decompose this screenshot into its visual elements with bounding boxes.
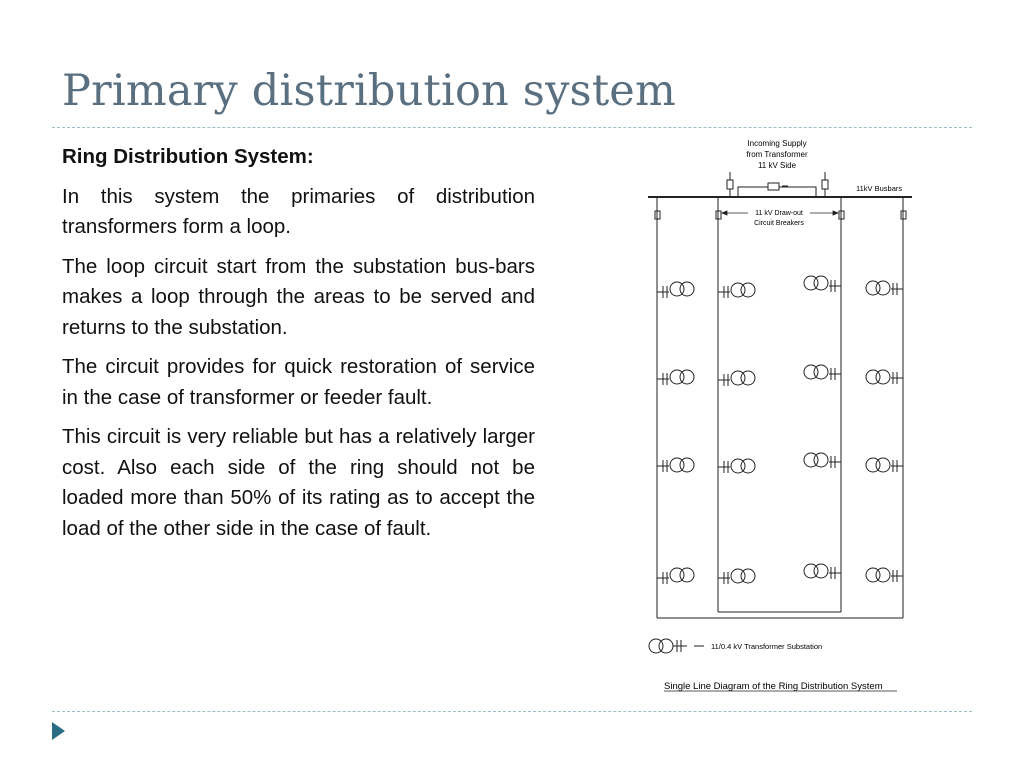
- substation: [657, 370, 694, 385]
- substation: [804, 564, 841, 579]
- busbar-label: 11kV Busbars: [856, 184, 903, 193]
- ring-distribution-diagram: [630, 130, 930, 700]
- substation: [657, 458, 694, 472]
- legend-label: 11/0.4 kV Transformer Substation: [711, 642, 823, 651]
- body-paragraph: The circuit provides for quick restoration of service in the case of transformer or feeder fault.: [62, 355, 535, 409]
- breaker-label: 11 kV Draw-out: [755, 210, 803, 217]
- title-divider: [52, 127, 972, 128]
- incoming-supply-label: Incoming Supply: [747, 139, 807, 148]
- legend-symbol: [649, 639, 704, 653]
- slide-title: Primary distribution system: [62, 66, 676, 116]
- breaker-label: Circuit Breakers: [754, 220, 804, 227]
- body-paragraph: In this system the primaries of distribution transformers form a loop.: [62, 184, 535, 238]
- substation: [866, 458, 903, 472]
- incoming-supply-label: 11 kV Side: [757, 161, 797, 170]
- substation: [866, 370, 903, 384]
- body-paragraph: The loop circuit start from the substation bus-bars makes a loop through the areas to be served and returns to the substation.: [62, 254, 535, 339]
- transformer-substations: [657, 276, 903, 584]
- substation: [804, 453, 841, 468]
- section-heading: Ring Distribution System:: [62, 145, 314, 168]
- substation: [804, 365, 841, 380]
- substation: [804, 276, 841, 292]
- ring-feeders: [657, 197, 903, 618]
- slide-bullet-arrow-icon: [52, 722, 65, 740]
- incoming-supply-label: from Transformer: [746, 150, 808, 159]
- substation: [718, 459, 755, 473]
- body-paragraph: This circuit is very reliable but has a relatively larger cost. Also each side of the ring should not be loaded more than 50% of its rating as to accept the load of the other side in the case of fault.: [62, 425, 535, 540]
- substation: [718, 283, 755, 298]
- substation: [657, 282, 694, 298]
- substation: [718, 371, 755, 386]
- footer-divider: [52, 711, 972, 712]
- substation: [866, 568, 903, 582]
- substation: [718, 569, 755, 584]
- slide-body: [62, 142, 535, 553]
- diagram-caption: Single Line Diagram of the Ring Distribution System: [664, 681, 883, 692]
- substation: [657, 568, 694, 584]
- substation: [866, 281, 903, 295]
